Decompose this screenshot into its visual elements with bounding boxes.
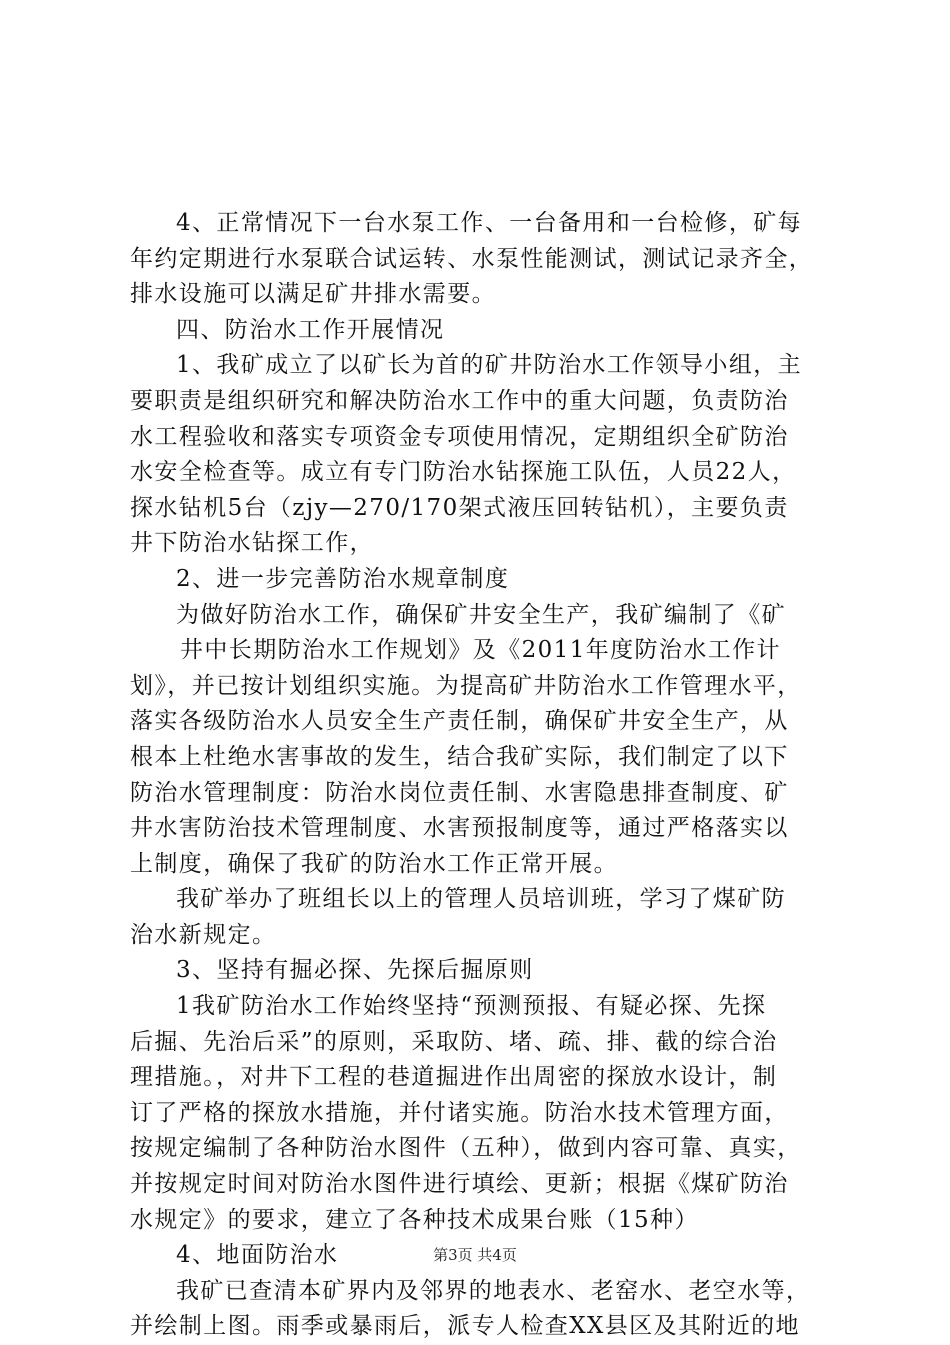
text-line: 上制度，确保了我矿的防治水工作正常开展。 xyxy=(130,850,618,877)
text-line: 4、正常情况下一台水泵工作、一台备用和一台检修，矿每 xyxy=(176,210,803,236)
text-line: 我矿举办了班组长以上的管理人员培训班，学习了煤矿防 xyxy=(176,886,786,913)
text-line: 订了严格的探放水措施，并付诸实施。防治水技术管理方面， xyxy=(130,1099,789,1126)
text-line: 划》，并已按计划组织实施。为提高矿井防治水工作管理水平， xyxy=(130,672,802,699)
text-line: 探水钻机5台（zjy—270/170架式液压回转钻机），主要负责 xyxy=(130,494,789,521)
text-line: 井中长期防治水工作规划》及《2011年度防治水工作计 xyxy=(180,637,781,664)
text-line: 1、我矿成立了以矿长为首的矿井防治水工作领导小组，主 xyxy=(176,352,803,379)
text-line: 并绘制上图。雨季或暴雨后，派专人检查XX县区及其附近的地 xyxy=(130,1313,800,1340)
text-line: 水工程验收和落实专项资金专项使用情况，定期组织全矿防治 xyxy=(130,423,789,450)
page-number-footer: 第3页 共4页 xyxy=(433,1246,517,1264)
text-line: 并按规定时间对防治水图件进行填绘、更新；根据《煤矿防治 xyxy=(130,1171,789,1198)
text-line: 要职责是组织研究和解决防治水工作中的重大问题，负责防治 xyxy=(130,387,789,414)
text-line: 水安全检查等。成立有专门防治水钻探施工队伍，人员22人， xyxy=(130,459,797,486)
text-line: 井下防治水钻探工作， xyxy=(130,530,374,557)
text-line: 后掘、先治后采”的原则，采取防、堵、疏、排、截的综合治 xyxy=(130,1028,778,1055)
text-line: 落实各级防治水人员安全生产责任制，确保矿井安全生产，从 xyxy=(130,708,789,735)
text-line: 水规定》的要求，建立了各种技术成果台账（15种） xyxy=(130,1206,699,1233)
text-line: 治水新规定。 xyxy=(130,921,277,948)
text-line: 排水设施可以满足矿井排水需要。 xyxy=(130,281,496,308)
text-line: 按规定编制了各种防治水图件（五种），做到内容可靠、真实， xyxy=(130,1135,802,1162)
text-line: 根本上杜绝水害事故的发生，结合我矿实际，我们制定了以下 xyxy=(130,743,789,770)
document-body xyxy=(130,206,835,1345)
text-line: 防治水管理制度：防治水岗位责任制、水害隐患排查制度、矿 xyxy=(130,779,789,806)
section-heading: 四、防治水工作开展情况 xyxy=(176,316,445,343)
text-line: 1我矿防治水工作始终坚持“预测预报、有疑必探、先探 xyxy=(176,993,767,1020)
text-line: 我矿已查清本矿界内及邻界的地表水、老窑水、老空水等， xyxy=(176,1277,811,1304)
text-line: 年约定期进行水泵联合试运转、水泵性能测试，测试记录齐全， xyxy=(130,245,814,272)
text-line: 理措施。，对井下工程的巷道掘进作出周密的探放水设计，制 xyxy=(130,1064,778,1091)
text-line: 为做好防治水工作，确保矿井安全生产，我矿编制了《矿 xyxy=(176,601,786,628)
subsection-heading: 2、进一步完善防治水规章制度 xyxy=(176,565,510,592)
subsection-heading: 4、地面防治水 xyxy=(176,1242,339,1269)
text-line: 井水害防治技术管理制度、水害预报制度等，通过严格落实以 xyxy=(130,815,789,842)
subsection-heading: 3、坚持有掘必探、先探后掘原则 xyxy=(176,957,534,984)
